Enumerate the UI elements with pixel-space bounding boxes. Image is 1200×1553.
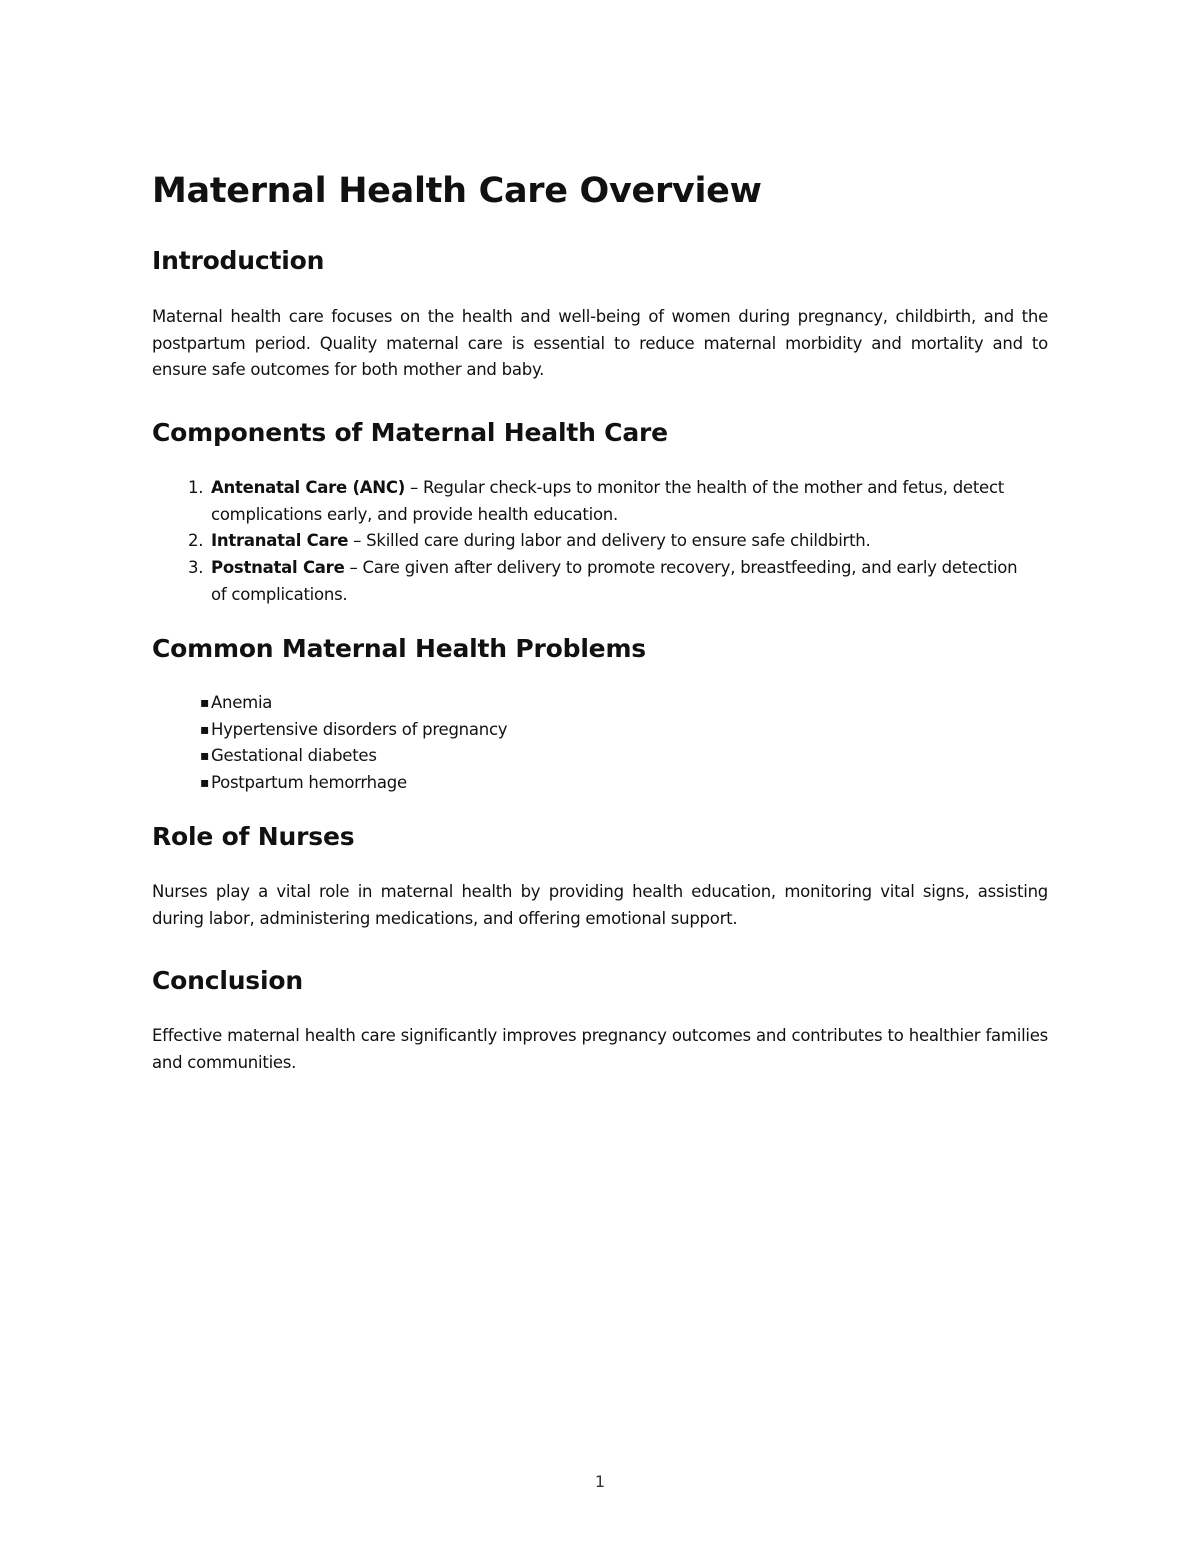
nurses-paragraph: Nurses play a vital role in maternal health by providing health education, monitoring vital signs, assisting during labor, administering medications, and offering emotional support. xyxy=(152,882,1048,928)
list-text: Postpartum hemorrhage xyxy=(211,773,407,793)
components-heading: Components of Maternal Health Care xyxy=(152,418,668,447)
bullet-icon: ▪ xyxy=(200,748,210,765)
list-description: – Regular check-ups to monitor the health of the mother and fetus, detect complications early, and provide health education. xyxy=(211,478,1004,524)
list-item xyxy=(152,770,507,797)
page-number: 1 xyxy=(594,1472,606,1491)
bullet-icon: ▪ xyxy=(200,775,210,792)
list-item xyxy=(152,717,507,744)
list-description: – Care given after delivery to promote recovery, breastfeeding, and early detection of complications. xyxy=(211,558,1018,604)
conclusion-paragraph: Effective maternal health care significantly improves pregnancy outcomes and contributes to healthier families and communities. xyxy=(152,1026,1048,1072)
problems-heading: Common Maternal Health Problems xyxy=(152,634,646,663)
page-title: Maternal Health Care Overview xyxy=(152,171,762,211)
nurses-heading: Role of Nurses xyxy=(152,822,355,851)
introduction-paragraph: Maternal health care focuses on the health and well-being of women during pregnancy, childbirth, and the postpartum period. Quality maternal care is essential to reduce maternal morbidity and mortality and to ensure safe outcomes for both mother and baby. xyxy=(152,307,1048,380)
list-number: 3. xyxy=(188,558,204,578)
components-list xyxy=(152,475,1048,609)
list-item xyxy=(152,743,507,770)
list-description: – Skilled care during labor and delivery to ensure safe childbirth. xyxy=(348,531,871,551)
bullet-icon: ▪ xyxy=(200,721,210,738)
introduction-heading: Introduction xyxy=(152,246,325,275)
conclusion-heading: Conclusion xyxy=(152,966,303,995)
bullet-icon: ▪ xyxy=(200,695,210,711)
list-number: 1. xyxy=(188,478,204,497)
list-item xyxy=(152,475,1031,528)
list-item xyxy=(152,528,1031,555)
list-text: Anemia xyxy=(211,693,273,712)
list-item xyxy=(152,555,1031,608)
list-term: Antenatal Care (ANC) xyxy=(211,478,405,497)
list-text: Gestational diabetes xyxy=(211,746,377,766)
list-number: 2. xyxy=(188,531,204,551)
problems-list xyxy=(152,690,507,797)
list-term: Postnatal Care xyxy=(211,558,345,578)
list-text: Hypertensive disorders of pregnancy xyxy=(211,719,508,739)
list-term: Intranatal Care xyxy=(211,531,349,551)
list-item xyxy=(152,690,507,717)
